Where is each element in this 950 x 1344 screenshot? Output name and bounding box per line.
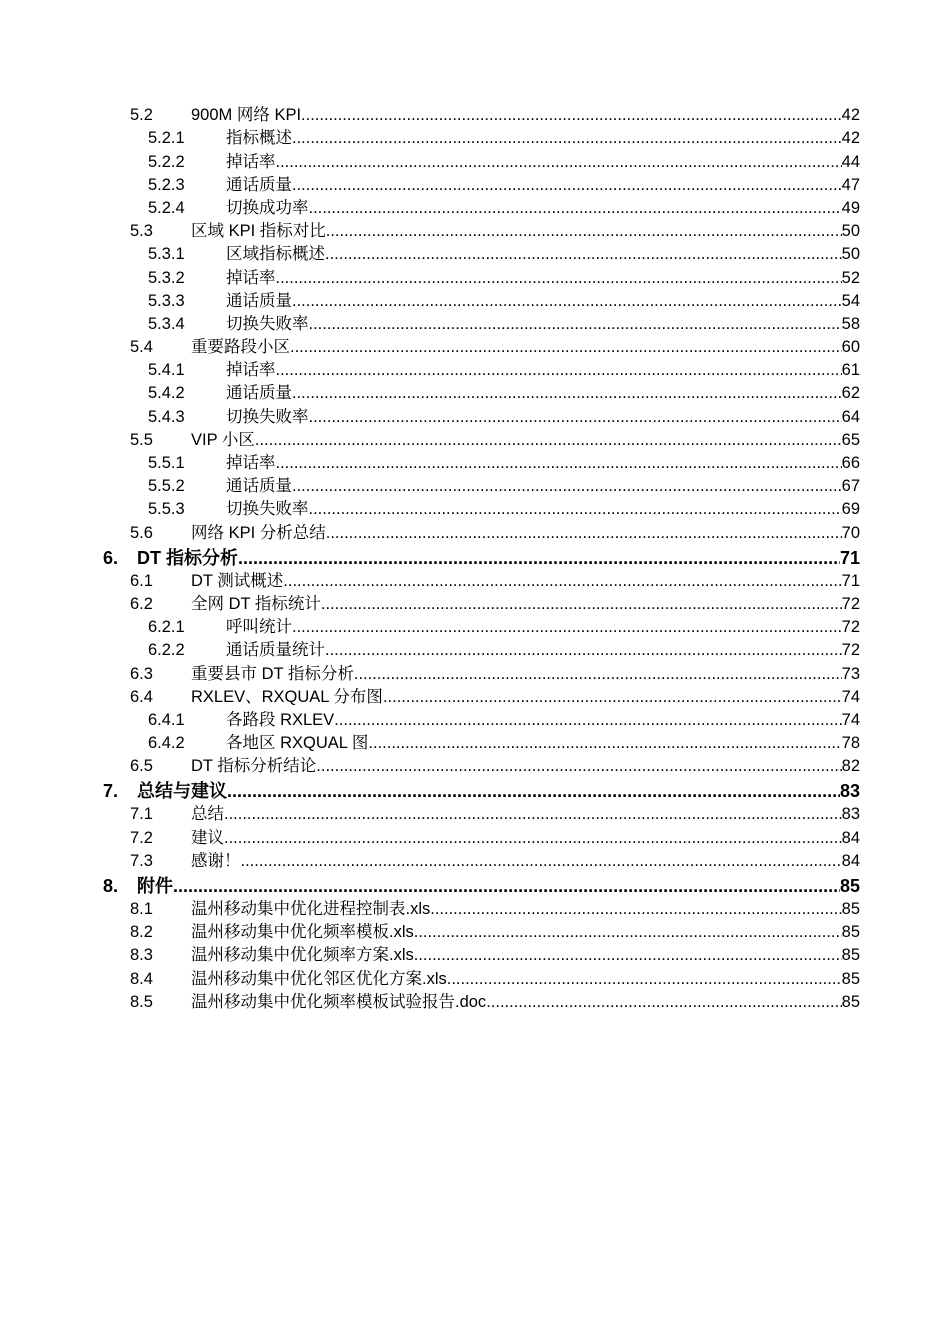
toc-entry[interactable] [0, 896, 950, 919]
toc-entry-page-number: 62 [841, 384, 860, 403]
toc-entry[interactable] [0, 519, 950, 542]
dot-leader [368, 734, 841, 753]
toc-entry-page-number: 85 [841, 946, 860, 965]
toc-entry-title: 各地区 RXQUAL 图 [226, 734, 369, 753]
toc-entry[interactable] [0, 824, 950, 847]
toc-entry-number: 5.3.2 [148, 268, 185, 287]
toc-entry-page-number: 65 [841, 430, 860, 449]
toc-entry-number: 5.2.1 [148, 129, 185, 148]
toc-entry-title: 建议 [191, 828, 224, 847]
toc-entry-page-number: 42 [841, 129, 860, 148]
toc-entry-number: 5.5.1 [148, 454, 185, 472]
toc-entry-page-number: 64 [841, 407, 860, 426]
toc-entry[interactable] [0, 919, 950, 942]
toc-entry-page-number: 42 [841, 106, 860, 125]
dot-leader [276, 454, 842, 473]
dot-leader [173, 877, 840, 896]
toc-entry-number: 5.3.1 [148, 245, 185, 264]
toc-entry-page-number: 66 [841, 454, 860, 472]
toc-entry-title: 指标概述 [226, 129, 292, 148]
dot-leader [326, 222, 842, 241]
toc-entry-number: 5.2 [130, 106, 153, 125]
toc-entry-title: 各路段 RXLEV [226, 710, 335, 729]
toc-entry-title: DT 指标分析 [137, 547, 238, 568]
toc-entry-number: 5.5 [130, 430, 153, 449]
toc-entry[interactable] [0, 334, 950, 357]
toc-entry-page-number: 72 [841, 641, 860, 660]
toc-entry-number: 6.2.1 [148, 618, 185, 637]
dot-leader [325, 245, 842, 264]
toc-entry[interactable] [0, 942, 950, 965]
dot-leader [292, 176, 842, 195]
toc-entry-title: 温州移动集中优化进程控制表.xls [191, 900, 431, 918]
toc-entry-page-number: 85 [841, 900, 860, 918]
toc-entry-number: 8.2 [130, 923, 153, 942]
toc-entry-title: 通话质量 [226, 175, 292, 194]
toc-entry-title: 重要路段小区 [191, 338, 290, 357]
toc-entry-page-number: 74 [841, 710, 860, 729]
toc-entry-title: 区域指标概述 [226, 245, 325, 264]
toc-entry-title: DT 测试概述 [191, 571, 284, 590]
toc-entry-page-number: 72 [841, 618, 860, 637]
toc-entry-number: 6.5 [130, 757, 153, 776]
toc-entry-page-number: 44 [841, 152, 860, 171]
toc-entry-page-number: 73 [841, 664, 860, 683]
toc-entry-page-number: 82 [841, 757, 860, 776]
dot-leader [316, 757, 841, 776]
toc-entry[interactable] [0, 218, 950, 241]
toc-entry[interactable] [0, 753, 950, 776]
toc-entry[interactable] [0, 496, 950, 519]
toc-entry[interactable] [0, 707, 950, 730]
dot-leader [383, 688, 842, 707]
dot-leader [354, 665, 842, 684]
toc-entry-number: 5.2.4 [148, 198, 185, 217]
toc-entry[interactable] [0, 125, 950, 148]
toc-entry-number: 5.4 [130, 338, 153, 357]
toc-entry[interactable] [0, 871, 950, 896]
toc-entry-title: 全网 DT 指标统计 [191, 594, 321, 613]
toc-entry[interactable] [0, 427, 950, 450]
toc-entry-page-number: 70 [841, 523, 860, 542]
table-of-contents [0, 102, 950, 1012]
toc-entry[interactable] [0, 684, 950, 707]
toc-entry[interactable] [0, 403, 950, 426]
dot-leader [301, 106, 842, 125]
toc-entry-page-number: 78 [841, 734, 860, 753]
dot-leader [238, 549, 840, 568]
toc-entry-page-number: 52 [841, 268, 860, 287]
toc-entry-number: 5.4.1 [148, 361, 185, 380]
toc-entry-title: 附件 [137, 875, 173, 896]
toc-entry[interactable] [0, 450, 950, 473]
toc-entry-title: 掉话率 [226, 454, 276, 472]
toc-entry-number: 6.4.1 [148, 710, 185, 729]
toc-entry-page-number: 50 [841, 222, 860, 241]
toc-entry[interactable] [0, 264, 950, 287]
toc-entry[interactable] [0, 148, 950, 171]
dot-leader [309, 199, 842, 218]
toc-entry-title: 温州移动集中优化邻区优化方案.xls [191, 969, 447, 988]
toc-entry-number: 7.3 [130, 851, 153, 870]
dot-leader [309, 408, 842, 427]
dot-leader [334, 711, 841, 730]
toc-entry-page-number: 83 [841, 805, 860, 824]
toc-entry-title: 网络 KPI 分析总结 [191, 523, 326, 542]
dot-leader [321, 595, 842, 614]
toc-entry-page-number: 84 [841, 828, 860, 847]
dot-leader [241, 852, 842, 871]
toc-entry-title: 温州移动集中优化频率方案.xls [191, 946, 414, 965]
toc-entry-number: 6.4.2 [148, 734, 185, 753]
toc-entry[interactable] [0, 543, 950, 568]
toc-entry[interactable] [0, 473, 950, 496]
toc-entry-page-number: 69 [841, 500, 860, 519]
toc-entry-number: 6. [103, 547, 119, 568]
toc-entry-title: 区域 KPI 指标对比 [191, 222, 326, 241]
toc-entry-number: 8. [103, 875, 119, 896]
dot-leader [224, 805, 842, 824]
toc-entry-title: 切换失败率 [226, 407, 309, 426]
toc-entry-title: 总结 [191, 805, 224, 824]
toc-entry-page-number: 71 [841, 571, 860, 590]
toc-entry-title: 呼叫统计 [226, 618, 292, 637]
dot-leader [414, 946, 842, 965]
toc-entry-number: 5.6 [130, 523, 153, 542]
toc-entry-number: 5.5.2 [148, 477, 185, 496]
toc-entry-page-number: 72 [841, 594, 860, 613]
toc-entry[interactable] [0, 195, 950, 218]
toc-entry-number: 6.3 [130, 664, 153, 683]
toc-entry-title: 切换失败率 [226, 314, 309, 333]
toc-entry-number: 5.2.3 [148, 175, 185, 194]
dot-leader [227, 782, 840, 801]
toc-entry-page-number: 84 [841, 851, 860, 870]
toc-entry-number: 7.1 [130, 805, 153, 824]
dot-leader [292, 477, 842, 496]
toc-entry[interactable] [0, 311, 950, 334]
toc-entry-title: 掉话率 [226, 152, 276, 171]
toc-entry-title: RXLEV、RXQUAL 分布图 [191, 687, 383, 706]
toc-entry-page-number: 67 [841, 477, 860, 496]
toc-entry-title: 掉话率 [226, 361, 276, 380]
toc-entry-page-number: 85 [839, 875, 860, 896]
dot-leader [292, 618, 842, 637]
dot-leader [283, 572, 841, 591]
toc-entry[interactable] [0, 591, 950, 614]
toc-entry-title: 温州移动集中优化频率模板试验报告.doc [191, 992, 487, 1011]
dot-leader [292, 129, 842, 148]
toc-entry-number: 8.3 [130, 946, 153, 965]
toc-entry-title: 总结与建议 [137, 781, 227, 802]
toc-entry-title: 重要县市 DT 指标分析 [191, 664, 354, 683]
dot-leader [414, 923, 842, 942]
toc-entry-title: VIP 小区 [191, 430, 255, 449]
toc-entry-number: 5.2.2 [148, 152, 185, 171]
dot-leader [309, 500, 842, 519]
toc-entry-page-number: 85 [841, 923, 860, 942]
toc-entry-number: 7. [103, 781, 119, 802]
dot-leader [326, 524, 842, 543]
toc-entry[interactable] [0, 730, 950, 753]
dot-leader [430, 900, 841, 919]
dot-leader [325, 641, 842, 660]
dot-leader [276, 269, 842, 288]
toc-entry-page-number: 85 [841, 992, 860, 1011]
dot-leader [309, 315, 842, 334]
toc-entry-page-number: 47 [841, 175, 860, 194]
toc-entry-number: 7.2 [130, 828, 153, 847]
toc-entry-title: 通话质量 [226, 291, 292, 310]
toc-entry-title: 通话质量 [226, 384, 292, 403]
toc-entry-page-number: 74 [841, 687, 860, 706]
toc-entry-page-number: 50 [841, 245, 860, 264]
toc-entry-title: 感谢！ [191, 851, 241, 870]
toc-entry-number: 8.1 [130, 900, 153, 918]
dot-leader [276, 153, 842, 172]
toc-entry-number: 6.4 [130, 687, 153, 706]
toc-entry[interactable] [0, 568, 950, 591]
dot-leader [292, 292, 842, 311]
toc-entry-title: 900M 网络 KPI [191, 106, 302, 125]
toc-entry[interactable] [0, 380, 950, 403]
toc-entry-number: 6.2.2 [148, 641, 185, 660]
toc-entry[interactable] [0, 801, 950, 824]
toc-entry[interactable] [0, 848, 950, 871]
toc-entry[interactable] [0, 172, 950, 195]
toc-entry[interactable] [0, 102, 950, 125]
toc-entry-title: 切换失败率 [226, 500, 309, 519]
toc-entry[interactable] [0, 357, 950, 380]
toc-entry-page-number: 85 [841, 969, 860, 988]
toc-entry-title: 掉话率 [226, 268, 276, 287]
toc-entry-number: 5.3.4 [148, 314, 185, 333]
toc-entry-title: DT 指标分析结论 [191, 757, 317, 776]
dot-leader [447, 970, 842, 989]
toc-entry-title: 通话质量 [226, 477, 292, 496]
toc-entry-page-number: 54 [841, 291, 860, 310]
toc-entry-number: 8.4 [130, 969, 153, 988]
dot-leader [486, 993, 841, 1012]
toc-entry[interactable] [0, 965, 950, 988]
toc-entry[interactable] [0, 989, 950, 1012]
toc-entry-page-number: 60 [841, 338, 860, 357]
toc-entry-title: 温州移动集中优化频率模板.xls [191, 923, 414, 942]
toc-entry-number: 5.4.2 [148, 384, 185, 403]
toc-entry-page-number: 71 [839, 547, 860, 568]
toc-entry-page-number: 61 [841, 361, 860, 380]
toc-entry-title: 通话质量统计 [226, 641, 325, 660]
toc-entry-number: 5.4.3 [148, 407, 185, 426]
toc-entry-number: 5.5.3 [148, 500, 185, 519]
toc-entry[interactable] [0, 776, 950, 801]
toc-entry-number: 5.3 [130, 222, 153, 241]
toc-entry-number: 6.2 [130, 594, 153, 613]
dot-leader [224, 829, 842, 848]
dot-leader [276, 361, 842, 380]
toc-entry-page-number: 58 [841, 314, 860, 333]
toc-entry[interactable] [0, 241, 950, 264]
toc-entry-page-number: 83 [839, 781, 860, 802]
toc-entry-title: 切换成功率 [226, 198, 309, 217]
toc-entry-number: 5.3.3 [148, 291, 185, 310]
dot-leader [292, 384, 842, 403]
dot-leader [290, 338, 842, 357]
toc-entry-number: 6.1 [130, 571, 153, 590]
toc-entry[interactable] [0, 637, 950, 660]
toc-entry[interactable] [0, 660, 950, 683]
toc-entry[interactable] [0, 288, 950, 311]
dot-leader [255, 431, 842, 450]
toc-entry-page-number: 49 [841, 198, 860, 217]
toc-entry[interactable] [0, 614, 950, 637]
toc-entry-number: 8.5 [130, 992, 153, 1011]
